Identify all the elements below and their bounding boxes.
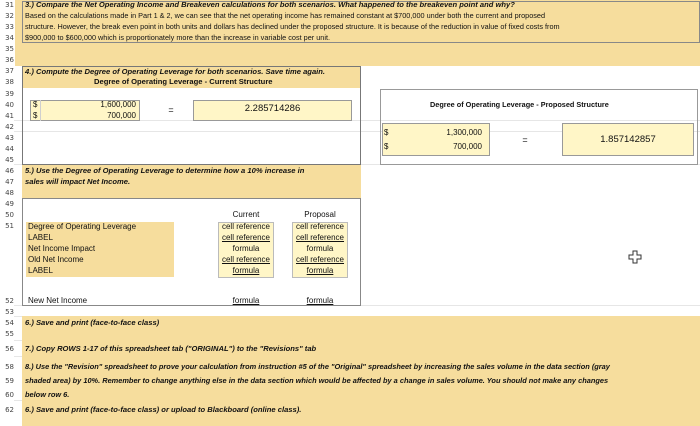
row-number: 58 xyxy=(5,363,14,371)
row-number: 39 xyxy=(5,90,14,98)
currency-symbol: $ xyxy=(33,111,38,120)
net-operating-income-current[interactable]: 700,000 xyxy=(107,111,136,120)
row-number: 33 xyxy=(5,23,14,31)
current-dol-result: 2.285714286 xyxy=(244,103,301,114)
current-value-cell[interactable]: formula xyxy=(232,244,260,253)
row-number: 40 xyxy=(5,101,14,109)
row-label: Net Income Impact xyxy=(28,244,96,253)
currency-symbol: $ xyxy=(384,128,389,137)
row-number: 60 xyxy=(5,391,14,399)
row-number: 48 xyxy=(5,189,14,197)
currency-symbol: $ xyxy=(384,142,389,151)
column-header-proposal: Proposal xyxy=(304,210,336,219)
q7-instruction: 7.) Copy ROWS 1-17 of this spreadsheet tab ("ORIGINAL") to the "Revisions" tab xyxy=(25,344,317,353)
q8-instruction: 8.) Use the "Revision" spreadsheet to prove your calculation from instruction #5 of the "Original" spreadsheet by increasing the sales volume in the data section (gray xyxy=(25,362,610,371)
row-number: 54 xyxy=(5,319,14,327)
proposed-value-cell[interactable]: cell reference xyxy=(295,222,345,231)
equals-sign: = xyxy=(522,135,528,145)
row-label: LABEL xyxy=(28,266,53,275)
row-number: 41 xyxy=(5,112,14,120)
plus-cursor-icon xyxy=(628,250,642,264)
q8-instruction: shaded area) by 10%. Remember to change anything else in the data section which would be affected by a change in sales volume. You should not make any changes xyxy=(25,376,609,385)
q3-title: 3.) Compare the Net Operating Income and Breakeven calculations for both scenarios. What happened to the breakeven point and why? xyxy=(25,0,515,9)
row-label: Old Net Income xyxy=(28,255,84,264)
current-dol-heading: Degree of Operating Leverage - Current Structure xyxy=(94,77,273,86)
row-label: Degree of Operating Leverage xyxy=(28,222,137,231)
row-number: 38 xyxy=(5,78,14,86)
q3-answer-line: $900,000 to $600,000 which is proportionately more than the increase in variable cost per unit. xyxy=(25,33,331,42)
row-number: 59 xyxy=(5,377,14,385)
proposed-value-cell[interactable]: cell reference xyxy=(295,255,345,264)
q5-title: 5.) Use the Degree of Operating Leverage to determine how a 10% increase in xyxy=(25,166,305,175)
row-number: 62 xyxy=(5,406,14,414)
proposed-dol-heading: Degree of Operating Leverage - Proposed Structure xyxy=(430,100,609,109)
row-number: 56 xyxy=(5,345,14,353)
row-number: 43 xyxy=(5,134,14,142)
row-number: 32 xyxy=(5,12,14,20)
contribution-margin-proposed[interactable]: 1,300,000 xyxy=(446,128,482,137)
row-number: 44 xyxy=(5,145,14,153)
row-number: 37 xyxy=(5,67,14,75)
proposed-dol-result: 1.857142857 xyxy=(600,134,656,145)
row-number: 34 xyxy=(5,34,14,42)
column-header-current: Current xyxy=(232,210,260,219)
row-label: LABEL xyxy=(28,233,53,242)
current-value-cell[interactable]: cell reference xyxy=(221,222,271,231)
row-number: 42 xyxy=(5,123,14,131)
proposed-value-cell[interactable]: formula xyxy=(306,244,334,253)
equals-sign: = xyxy=(168,105,174,115)
row-number: 35 xyxy=(5,45,14,53)
current-value-cell[interactable]: formula xyxy=(232,296,260,305)
row-number: 51 xyxy=(5,222,14,230)
proposed-value-cell[interactable]: cell reference xyxy=(295,233,345,242)
proposed-value-cell[interactable]: formula xyxy=(306,266,334,275)
row-number: 50 xyxy=(5,211,14,219)
q5-title: sales will impact Net Income. xyxy=(25,177,131,186)
q3-answer-line: Based on the calculations made in Part 1 & 2, we can see that the net operating income has remained constant at $700,000 under both the current and proposed xyxy=(25,11,546,20)
currency-symbol: $ xyxy=(33,100,38,109)
current-value-cell[interactable]: cell reference xyxy=(221,233,271,242)
row-number: 31 xyxy=(5,1,14,9)
contribution-margin-current[interactable]: 1,600,000 xyxy=(100,100,136,109)
q6b-instruction: 6.) Save and print (face-to-face class) or upload to Blackboard (online class). xyxy=(25,405,302,414)
q6a-instruction: 6.) Save and print (face-to-face class) xyxy=(25,318,160,327)
row-number: 53 xyxy=(5,308,14,316)
row-number: 47 xyxy=(5,178,14,186)
net-operating-income-proposed[interactable]: 700,000 xyxy=(453,142,482,151)
row-number: 36 xyxy=(5,56,14,64)
row-number: 49 xyxy=(5,200,14,208)
q8-instruction: below row 6. xyxy=(25,390,70,399)
current-value-cell[interactable]: cell reference xyxy=(221,255,271,264)
q4-title: 4.) Compute the Degree of Operating Leverage for both scenarios. Save time again. xyxy=(25,67,326,76)
current-value-cell[interactable]: formula xyxy=(232,266,260,275)
q3-answer-line: structure. However, the break even point in both units and dollars has declined under the proposed structure. It is because of the reduction in value of fixed costs from xyxy=(25,22,560,31)
row-number: 46 xyxy=(5,167,14,175)
row-number: 55 xyxy=(5,330,14,338)
proposed-value-cell[interactable]: formula xyxy=(306,296,334,305)
row-number: 52 xyxy=(5,297,14,305)
row-number: 45 xyxy=(5,156,14,164)
row-label: New Net Income xyxy=(28,296,88,305)
